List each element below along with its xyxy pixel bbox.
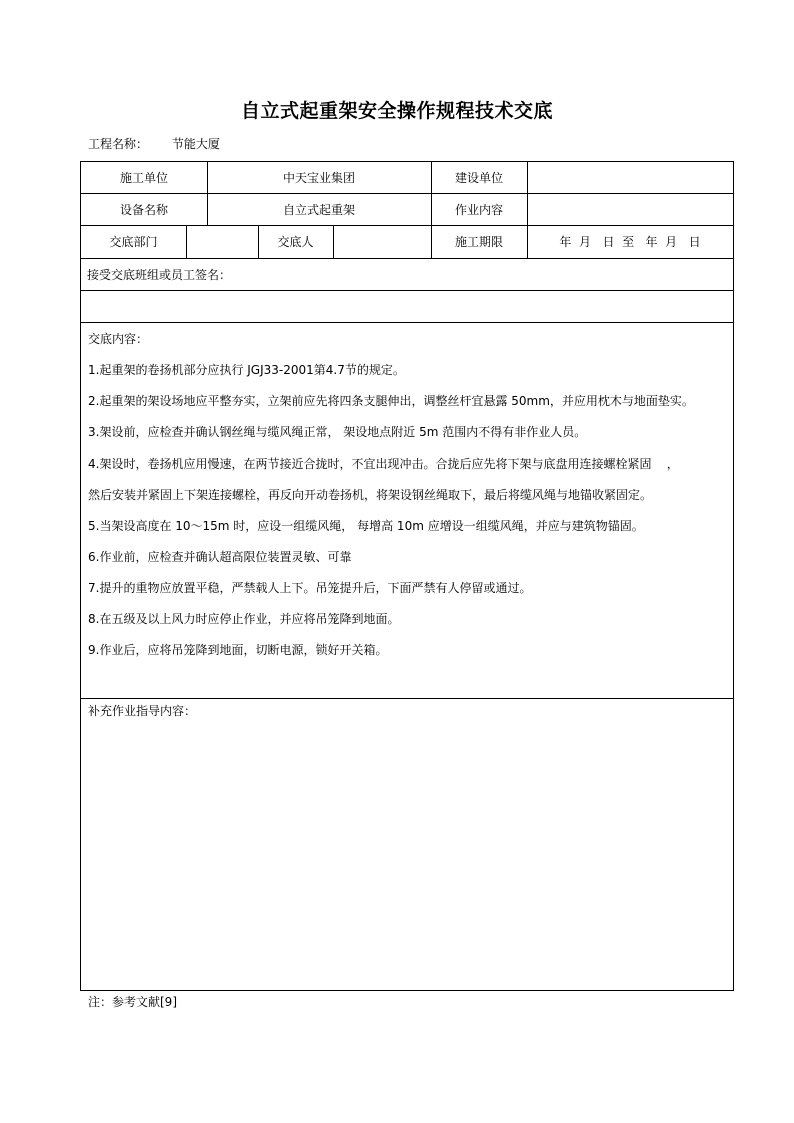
- work-content-label: 作业内容: [454, 202, 503, 217]
- page-title: 自立式起重架安全操作规程技术交底: [240, 100, 553, 122]
- construction-period-label: 施工期限: [454, 235, 503, 249]
- content-line: 7.提升的重物应放置平稳，严禁载人上下。吊笼提升后，下面严禁有人停留或通过。: [88, 581, 532, 595]
- handover-content-section: [81, 322, 733, 698]
- handover-department-value[interactable]: [186, 225, 258, 258]
- signature-label: 接受交底班组或员工签名：: [87, 267, 232, 282]
- content-line: 5.当架设高度在 10～15m 时，应设一组缆风绳， 每增高 10m 应增设一组缆风绳，并应与建筑物锚固。: [88, 519, 644, 533]
- work-content-value[interactable]: [527, 193, 733, 225]
- equipment-name-label: 设备名称: [119, 202, 168, 217]
- construction-unit-value[interactable]: 中天宝业集团: [282, 171, 355, 185]
- content-line: 4.架设时，卷扬机应用慢速，在两节接近合拢时，不宜出现冲击。合拢后应先将下架与底盘用连接螺栓紧固 ，: [88, 457, 679, 471]
- equipment-name-value[interactable]: 自立式起重架: [282, 202, 355, 217]
- client-unit-label: 建设单位: [454, 171, 503, 185]
- handover-person-value[interactable]: [333, 225, 431, 258]
- supplement-label: 补充作业指导内容：: [88, 704, 197, 718]
- handover-person-label: 交底人: [277, 235, 314, 249]
- content-line: 9.作业后，应将吊笼降到地面，切断电源，锁好开关箱。: [88, 643, 388, 657]
- content-label: 交底内容：: [88, 332, 149, 346]
- content-line: 3.架设前，应检查并确认钢丝绳与缆风绳正常， 架设地点附近 5m 范围内不得有非作业人员。: [88, 425, 587, 439]
- content-line: 6.作业前，应检查并确认超高限位装置灵敏、可靠: [88, 550, 352, 564]
- construction-period-value[interactable]: 年 月 日 至 年 月 日: [559, 235, 701, 249]
- client-unit-value[interactable]: [527, 162, 733, 193]
- supplement-section[interactable]: [81, 698, 733, 988]
- project-label: 工程名称：: [88, 137, 149, 151]
- content-line: 8.在五级及以上风力时应停止作业，并应将吊笼降到地面。: [88, 612, 400, 626]
- footer-note: 注：参考文献[9]: [88, 995, 177, 1009]
- content-line: 2.起重架的架设场地应平整夯实，立架前应先将四条支腿伸出，调整丝杆宜悬露 50mm，并应用枕木与地面垫实。: [88, 394, 694, 408]
- handover-form: [80, 161, 734, 991]
- content-line: 1.起重架的卷扬机部分应执行 JGJ33-2001第4.7节的规定。: [88, 363, 405, 377]
- project-value: 节能大厦: [171, 137, 220, 151]
- project-line: [88, 135, 220, 152]
- content-line: 然后安装并紧固上下架连接螺栓，再反向开动卷扬机，将架设钢丝绳取下，最后将缆风绳与地锚收紧固定。: [88, 488, 653, 502]
- signature-field[interactable]: [81, 290, 733, 322]
- handover-department-label: 交底部门: [109, 235, 158, 249]
- construction-unit-label: 施工单位: [119, 171, 168, 185]
